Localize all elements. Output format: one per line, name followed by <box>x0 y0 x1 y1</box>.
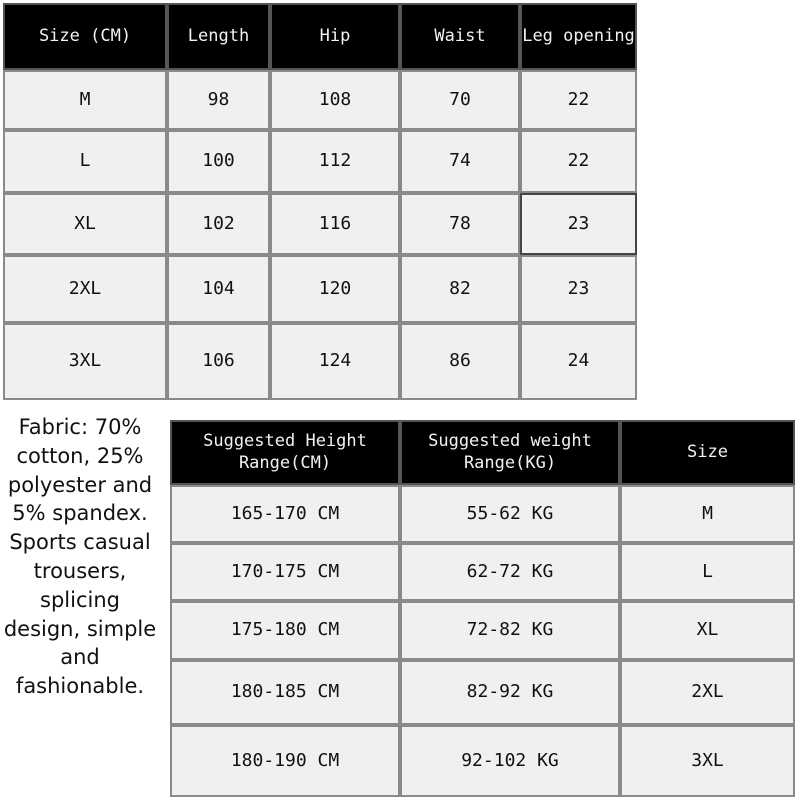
table-cell: 98 <box>167 70 270 130</box>
table-cell: 78 <box>400 193 520 255</box>
table-cell: 22 <box>520 130 637 193</box>
column-header: Hip <box>270 3 400 70</box>
column-header: Length <box>167 3 270 70</box>
table-cell: 2XL <box>620 660 795 725</box>
table-cell: 23 <box>520 193 637 255</box>
table-cell: 120 <box>270 255 400 323</box>
product-description: Fabric: 70% cotton, 25% polyester and 5% spandex. Sports casual trousers, splicing design, simple and fashionable. <box>3 415 157 699</box>
table-cell: 124 <box>270 323 400 400</box>
table-cell: 70 <box>400 70 520 130</box>
table-cell: 3XL <box>3 323 167 400</box>
table-cell: 55-62 KG <box>400 485 620 543</box>
table-cell: 62-72 KG <box>400 543 620 601</box>
table-cell: 23 <box>520 255 637 323</box>
table-cell: XL <box>620 601 795 660</box>
table-cell: 170-175 CM <box>170 543 400 601</box>
table-cell: 3XL <box>620 725 795 797</box>
table-cell: 112 <box>270 130 400 193</box>
table-cell: 100 <box>167 130 270 193</box>
column-header: Size (CM) <box>3 3 167 70</box>
table-cell: 165-170 CM <box>170 485 400 543</box>
table-cell: 92-102 KG <box>400 725 620 797</box>
table-cell: M <box>620 485 795 543</box>
table-cell: 86 <box>400 323 520 400</box>
table-cell: 2XL <box>3 255 167 323</box>
table-cell: M <box>3 70 167 130</box>
table-cell: 82-92 KG <box>400 660 620 725</box>
table-cell: 180-185 CM <box>170 660 400 725</box>
table-cell: 180-190 CM <box>170 725 400 797</box>
table-cell: XL <box>3 193 167 255</box>
table-cell: 82 <box>400 255 520 323</box>
size-table <box>3 3 637 400</box>
table-cell: 72-82 KG <box>400 601 620 660</box>
table-cell: L <box>620 543 795 601</box>
column-header: Leg opening <box>520 3 637 70</box>
table-cell: 108 <box>270 70 400 130</box>
table-cell: 116 <box>270 193 400 255</box>
table-cell: L <box>3 130 167 193</box>
size-recommendation-table <box>170 420 795 797</box>
column-header: Suggested weight Range(KG) <box>400 420 620 485</box>
table-cell: 106 <box>167 323 270 400</box>
column-header: Size <box>620 420 795 485</box>
table-cell: 74 <box>400 130 520 193</box>
table-cell: 102 <box>167 193 270 255</box>
table-cell: 175-180 CM <box>170 601 400 660</box>
table-cell: 24 <box>520 323 637 400</box>
column-header: Waist <box>400 3 520 70</box>
table-cell: 104 <box>167 255 270 323</box>
table-cell: 22 <box>520 70 637 130</box>
column-header: Suggested Height Range(CM) <box>170 420 400 485</box>
